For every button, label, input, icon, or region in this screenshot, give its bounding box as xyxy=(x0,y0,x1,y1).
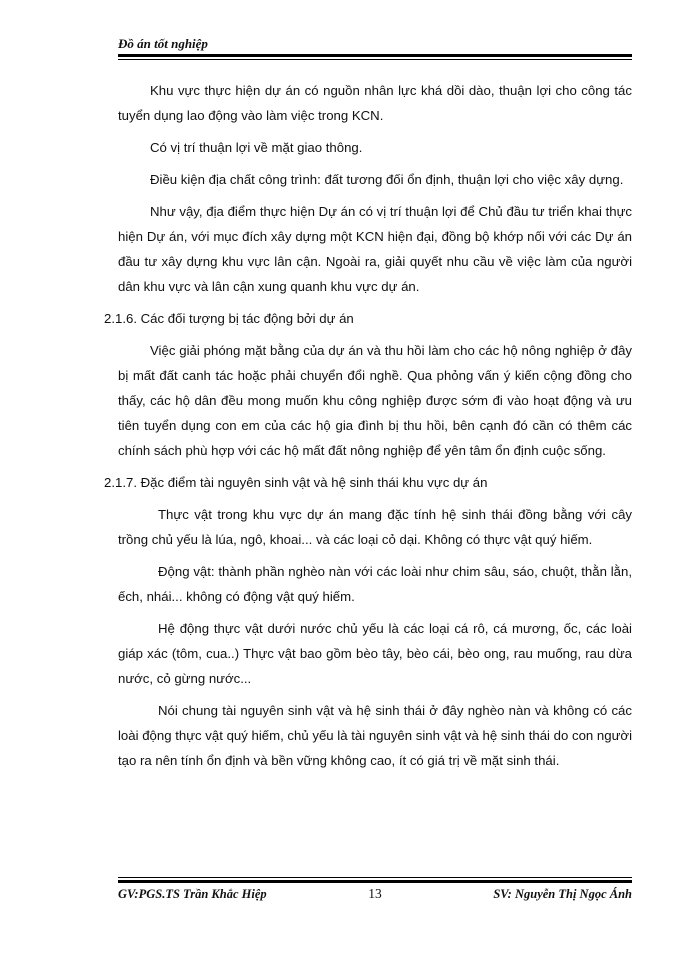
page-footer xyxy=(118,887,632,903)
paragraph: Điều kiện địa chất công trình: đất tương đối ổn định, thuận lợi cho việc xây dựng. xyxy=(150,172,624,187)
footer-rule-thin xyxy=(118,877,632,878)
footer-advisor: GV:PGS.TS Trần Khắc Hiệp xyxy=(118,887,267,901)
paragraph: Có vị trí thuận lợi về mặt giao thông. xyxy=(150,140,363,155)
paragraph: Khu vực thực hiện dự án có nguồn nhân lực khá dồi dào, thuận lợi cho công tác tuyển dụng lao động vào làm việc trong KCN. xyxy=(118,83,632,123)
page-header xyxy=(118,36,632,52)
paragraph: Nói chung tài nguyên sinh vật và hệ sinh thái ở đây nghèo nàn và không có các loài động thực vật quý hiếm, chủ yếu là tài nguyên sinh vật và hệ sinh thái do con người tạo ra nên tính ổn định và bền vững không cao, ít có giá trị về mặt sinh thái. xyxy=(118,703,632,768)
paragraph: Thực vật trong khu vực dự án mang đặc tính hệ sinh thái đồng bằng với cây trồng chủ yếu là lúa, ngô, khoai... và các loại cỏ dại. Không có thực vật quý hiếm. xyxy=(118,507,632,547)
paragraph: Hệ động thực vật dưới nước chủ yếu là các loại cá rô, cá mương, ốc, các loài giáp xác (tôm, cua..) Thực vật bao gồm bèo tây, bèo cái, bèo ong, rau muống, rau dừa nước, cỏ gừng nước... xyxy=(118,621,632,686)
section-heading-2-1-6: 2.1.6. Các đối tượng bị tác động bởi dự án xyxy=(104,311,354,326)
paragraph: Như vậy, địa điểm thực hiện Dự án có vị trí thuận lợi để Chủ đầu tư triển khai thực hiện Dự án, với mục đích xây dựng một KCN hiện đại, đồng bộ khớp nối với các Dự án đầu tư xây dựng khu vực lân cận. Ngoài ra, giải quyết nhu cầu về việc làm của người dân khu vực và lân cận xung quanh khu vực dự án. xyxy=(118,204,632,294)
header-rule-thick xyxy=(118,54,632,57)
footer-rule-thick xyxy=(118,880,632,883)
header-title: Đồ án tốt nghiệp xyxy=(118,36,208,51)
footer-student: SV: Nguyễn Thị Ngọc Ánh xyxy=(493,887,632,901)
page-number: 13 xyxy=(368,886,382,901)
paragraph: Việc giải phóng mặt bằng của dự án và thu hồi làm cho các hộ nông nghiệp ở đây bị mất đất canh tác hoặc phải chuyển đổi nghề. Qua phỏng vấn ý kiến cộng đồng cho thấy, các hộ dân đều mong muốn khu công nghiệp được sớm đi vào hoạt động và ưu tiên tuyển dụng con em của các hộ gia đình bị thu hồi, bên cạnh đó cần có thêm các chính sách phù hợp với các hộ mất đất nông nghiệp để yên tâm ổn định cuộc sống. xyxy=(118,343,632,458)
document-body xyxy=(104,78,632,780)
paragraph: Động vật: thành phần nghèo nàn với các loài như chim sâu, sáo, chuột, thằn lằn, ếch, nhái... không có động vật quý hiếm. xyxy=(118,564,632,604)
header-rule-thin xyxy=(118,59,632,60)
section-heading-2-1-7: 2.1.7. Đặc điểm tài nguyên sinh vật và hệ sinh thái khu vực dự án xyxy=(104,475,488,490)
